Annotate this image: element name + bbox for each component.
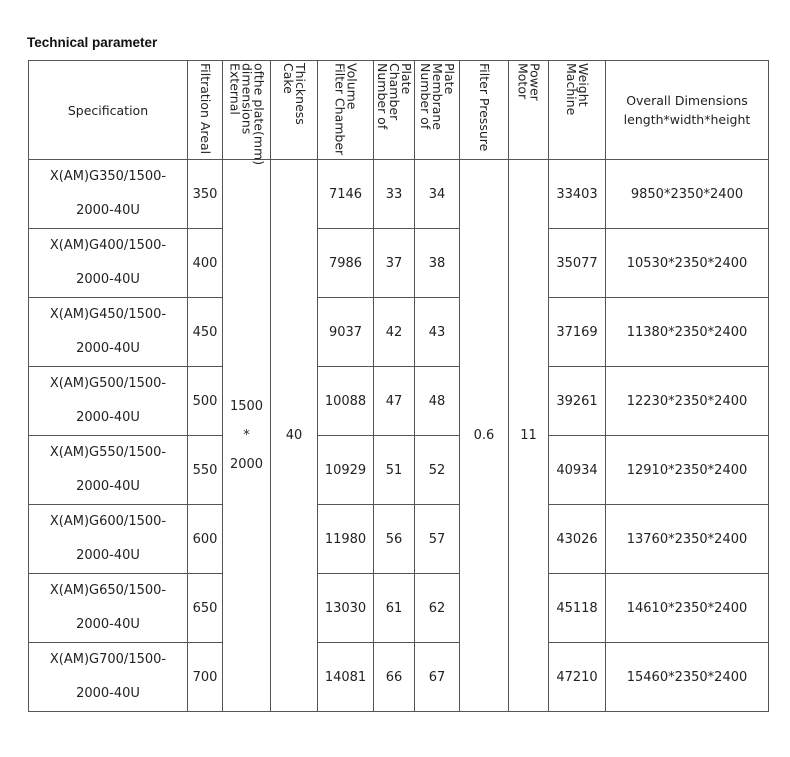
overall-dimensions-cell: 11380*2350*2400 [606,298,769,367]
chamber-plate-cell: 37 [374,229,415,298]
weight-cell: 40934 [549,436,606,505]
chamber-plate-cell: 47 [374,367,415,436]
area-cell: 350 [188,160,223,229]
membrane-plate-cell: 48 [415,367,460,436]
weight-cell: 37169 [549,298,606,367]
chamber-plate-cell: 56 [374,505,415,574]
spec-cell: X(AM)G650/1500- 2000-40U [29,574,188,643]
area-cell: 650 [188,574,223,643]
table-row [29,436,769,505]
chamber-plate-cell: 33 [374,160,415,229]
overall-dimensions-cell: 15460*2350*2400 [606,643,769,712]
technical-parameter-table [28,60,769,712]
volume-cell: 10088 [318,367,374,436]
chamber-plate-cell: 66 [374,643,415,712]
membrane-plate-cell: 38 [415,229,460,298]
table-row [29,298,769,367]
filter-pressure-cell: 0.6 [460,160,509,712]
table-row [29,367,769,436]
membrane-plate-cell: 57 [415,505,460,574]
overall-dimensions-cell: 13760*2350*2400 [606,505,769,574]
chamber-plate-cell: 51 [374,436,415,505]
table-header-row [29,61,769,160]
overall-dimensions-cell: 12910*2350*2400 [606,436,769,505]
header-filter-pressure: Filter Pressure [460,61,509,160]
plate-dimension-cell: 1500 * 2000 [223,160,271,712]
header-membrane-plate-number: Plate Membrane Number of [415,61,460,160]
header-machine-weight: Weight Machine [549,61,606,160]
membrane-plate-cell: 62 [415,574,460,643]
table-row [29,574,769,643]
weight-cell: 39261 [549,367,606,436]
weight-cell: 47210 [549,643,606,712]
header-chamber-plate-number: Plate Chamber Number of [374,61,415,160]
overall-dimensions-cell: 12230*2350*2400 [606,367,769,436]
volume-cell: 9037 [318,298,374,367]
membrane-plate-cell: 43 [415,298,460,367]
area-cell: 400 [188,229,223,298]
area-cell: 500 [188,367,223,436]
membrane-plate-cell: 52 [415,436,460,505]
chamber-plate-cell: 42 [374,298,415,367]
overall-dimensions-cell: 9850*2350*2400 [606,160,769,229]
spec-cell: X(AM)G450/1500- 2000-40U [29,298,188,367]
table-row [29,643,769,712]
spec-cell: X(AM)G550/1500- 2000-40U [29,436,188,505]
header-motor-power: Power Motor [509,61,549,160]
area-cell: 550 [188,436,223,505]
weight-cell: 35077 [549,229,606,298]
header-cake-thickness: Thickness Cake [271,61,318,160]
volume-cell: 7146 [318,160,374,229]
volume-cell: 14081 [318,643,374,712]
table-row [29,505,769,574]
spec-cell: X(AM)G400/1500- 2000-40U [29,229,188,298]
weight-cell: 33403 [549,160,606,229]
header-overall-dimensions: Overall Dimensions length*width*height [606,61,769,160]
membrane-plate-cell: 67 [415,643,460,712]
cake-thickness-cell: 40 [271,160,318,712]
motor-power-cell: 11 [509,160,549,712]
spec-cell: X(AM)G500/1500- 2000-40U [29,367,188,436]
spec-cell: X(AM)G350/1500- 2000-40U [29,160,188,229]
overall-dimensions-cell: 14610*2350*2400 [606,574,769,643]
weight-cell: 45118 [549,574,606,643]
header-external-dimensions: ofthe plate(mm) dimensions External [223,61,271,160]
volume-cell: 10929 [318,436,374,505]
area-cell: 600 [188,505,223,574]
volume-cell: 7986 [318,229,374,298]
volume-cell: 11980 [318,505,374,574]
table-row [29,229,769,298]
header-filter-chamber-volume: Volume Filter Chamber [318,61,374,160]
area-cell: 700 [188,643,223,712]
table-row [29,160,769,229]
volume-cell: 13030 [318,574,374,643]
chamber-plate-cell: 61 [374,574,415,643]
page-title: Technical parameter [27,35,158,50]
overall-dimensions-cell: 10530*2350*2400 [606,229,769,298]
header-specification: Specification [29,61,188,160]
membrane-plate-cell: 34 [415,160,460,229]
header-filtration-area: Filtration Areal [188,61,223,160]
spec-cell: X(AM)G600/1500- 2000-40U [29,505,188,574]
spec-cell: X(AM)G700/1500- 2000-40U [29,643,188,712]
area-cell: 450 [188,298,223,367]
weight-cell: 43026 [549,505,606,574]
